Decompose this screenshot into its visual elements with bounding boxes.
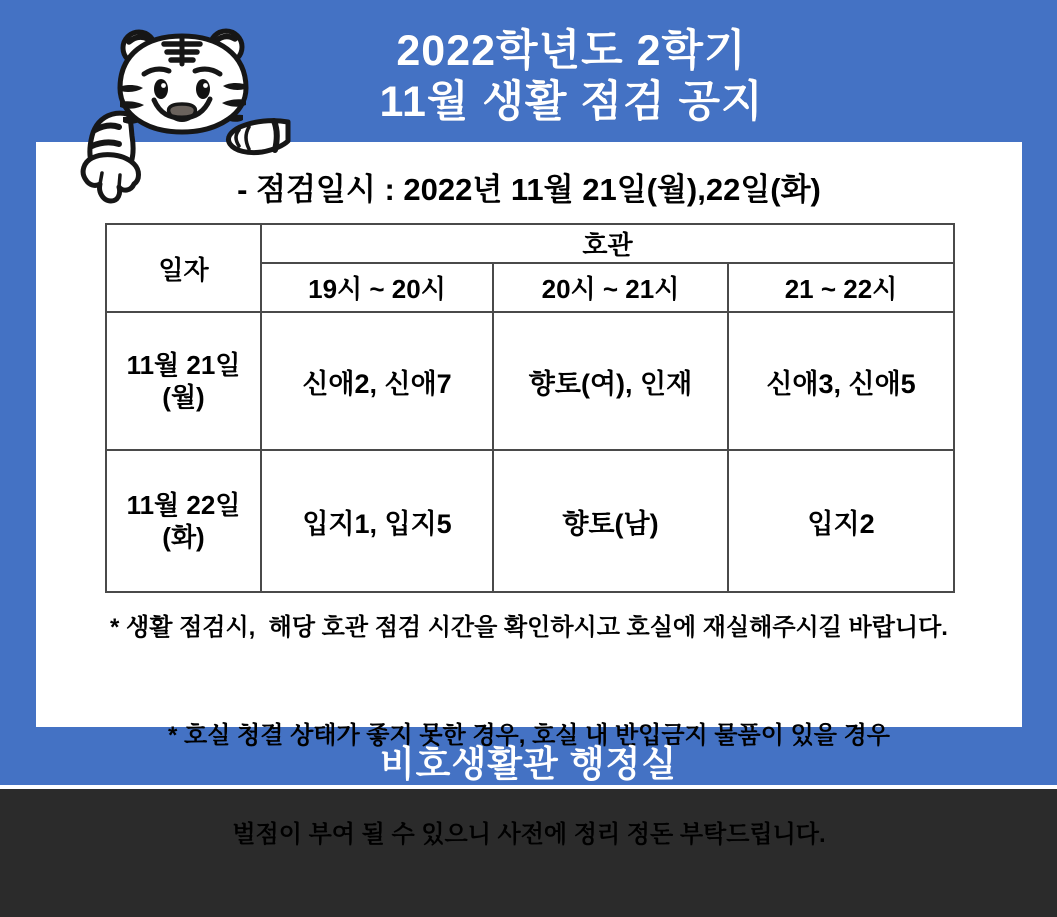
title-line-1: 2022학년도 2학기 <box>396 27 747 75</box>
col-header-time-1: 19시 ~ 20시 <box>261 263 493 312</box>
tiger-mascot-icon <box>76 10 288 206</box>
cell-nov21-slot2: 향토(여), 인재 <box>493 312 728 450</box>
bottom-edge-strip <box>0 785 1057 789</box>
col-header-time-3: 21 ~ 22시 <box>728 263 954 312</box>
schedule-table-wrap <box>105 223 955 593</box>
title-line-2: 11월 생활 점검 공지 <box>379 78 764 126</box>
inspection-date-subtitle: - 점검일시 : 2022년 11월 21일(월),22일(화) <box>237 172 821 207</box>
note-penalty-line-1: * 호실 청결 상태가 좋지 못한 경우, 호실 내 반입금지 물품이 있을 경우 <box>168 722 890 749</box>
cell-nov21-slot3: 신애3, 신애5 <box>728 312 954 450</box>
note-penalty-line-2: 벌점이 부여 될 수 있으니 사전에 정리 정돈 부탁드립니다. <box>232 821 826 848</box>
cell-nov22-slot2: 향토(남) <box>493 450 728 592</box>
col-header-building: 호관 <box>261 224 954 263</box>
cell-nov22-slot3: 입지2 <box>728 450 954 592</box>
inspection-schedule-table <box>105 223 955 593</box>
footer-organization: 비호생활관 행정실 <box>379 743 678 784</box>
col-header-time-2: 20시 ~ 21시 <box>493 263 728 312</box>
cell-nov22-slot1: 입지1, 입지5 <box>261 450 493 592</box>
cell-nov21-slot1: 신애2, 신애7 <box>261 312 493 450</box>
col-header-date: 일자 <box>106 224 261 312</box>
table-row-nov21 <box>106 312 954 450</box>
date-cell-nov22: 11월 22일 (화) <box>106 450 261 592</box>
table-row-nov22 <box>106 450 954 592</box>
note-attendance: * 생활 점검시, 해당 호관 점검 시간을 확인하시고 호실에 재실해주시길 바랍니다. <box>110 614 948 641</box>
date-cell-nov21: 11월 21일 (월) <box>106 312 261 450</box>
